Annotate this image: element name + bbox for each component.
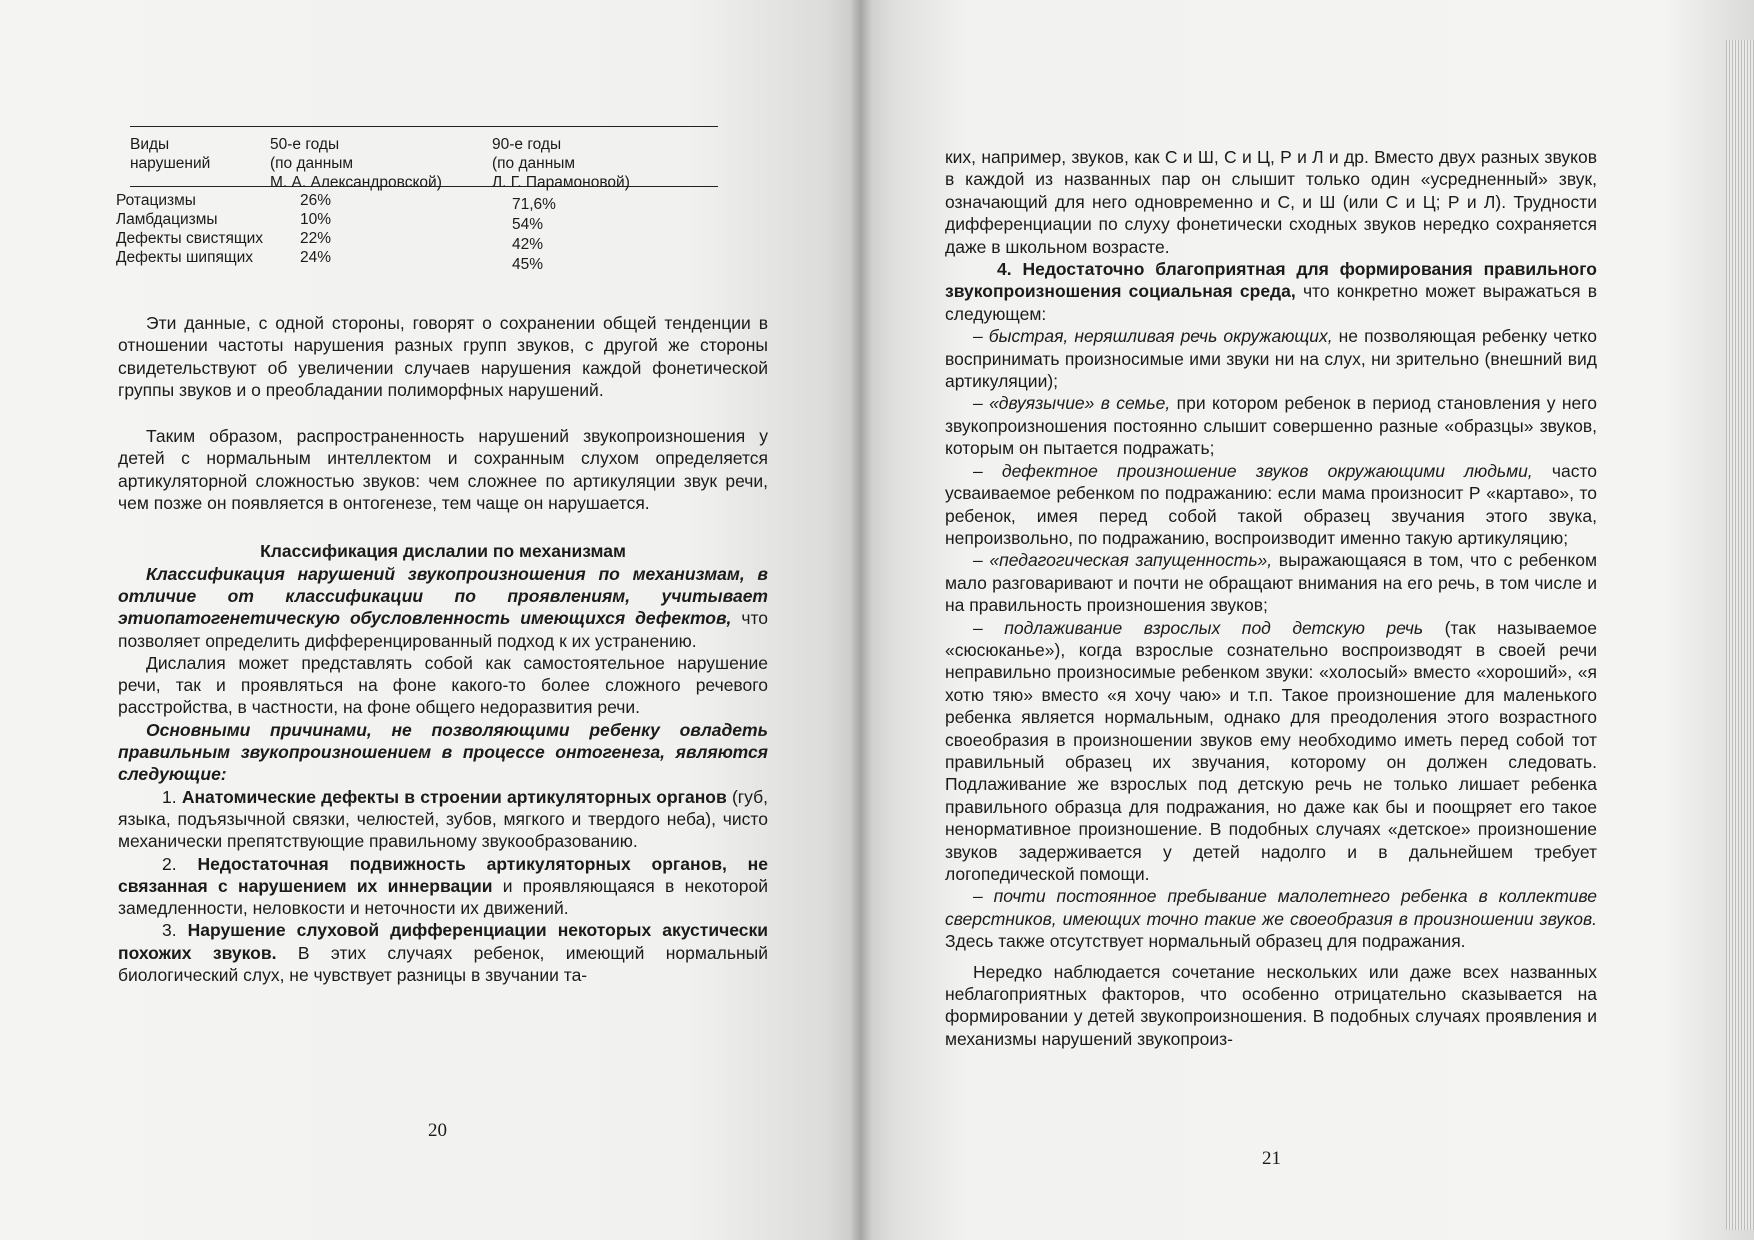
- paragraph: ких, например, звуков, как С и Ш, С и Ц, Р и Л и др. Вместо двух разных звуков в каждой из названных пар он слышит только один «усредненный» звук, означающий для него одновременно и С, и Ш (или С и Ц; Р и Л). Трудности дифференциации по слуху фонетически сходных звуков нередко сохраняется даже в школьном возрасте.: [945, 147, 1597, 257]
- emphasis-text: Классификация нарушений звукопроизношения по механизмам, в отличие от классификации по проявлениям, учитывает этиопатогенетическую обусловленность имеющихся дефектов,: [118, 563, 768, 629]
- italic-text: – «педагогическая запущенность»,: [973, 550, 1273, 571]
- list-number: 4.: [997, 259, 1012, 280]
- italic-text: – быстрая, неряшливая речь окружающих,: [973, 326, 1333, 347]
- table-row: [116, 248, 718, 273]
- list-item-bold: Недостаточно благоприятная для формирования правильного звукопроизношения социальная среда,: [945, 259, 1597, 302]
- table-row: [116, 210, 718, 233]
- table-top-rule: [130, 126, 718, 127]
- list-item: [945, 617, 1597, 886]
- table-row: [116, 191, 718, 213]
- list-number: 2.: [162, 853, 177, 874]
- list-item-text: В этих случаях ребенок, имеющий нормальный биологический слух, не чувствует разницы в звучании та-: [118, 942, 768, 986]
- paragraph-text: при котором ребенок в период становления у него звукопроизношения постоянно слышит совершенно разные «образцы» звуков, которым он пытается подражать;: [945, 393, 1598, 459]
- paragraph-text: часто усваиваемое ребенком по подражанию: если мама произносит Р «картаво», то ребенок, имея перед собой такой образец звучания этого звука, непроизвольно, по подражанию, воспроизводит именно такую артикуляцию;: [945, 460, 1598, 548]
- paragraph: [118, 563, 768, 652]
- list-item: [945, 549, 1597, 616]
- table-cell-type: Ламбдацизмы: [116, 211, 218, 228]
- paragraph: Нередко наблюдается сочетание нескольких или даже всех названных неблагоприятных факторов, что особенно отрицательно сказывается на формировании у детей звукопроизношения. В подобных случаях проявления и механизмы нарушений звукопроиз-: [945, 961, 1597, 1049]
- table-cell-90s: 71,6%: [512, 196, 556, 213]
- list-item-text: что конкретно может выражаться в следующем:: [945, 281, 1597, 324]
- list-item-text: (губ, языка, подъязычной связки, челюстей, зубов, мягкого и твердого неба), чисто механически препятствующие правильному звукообразованию.: [118, 786, 768, 852]
- paragraph-text: Здесь также отсутствует нормальный образец для подражания.: [945, 931, 1466, 952]
- italic-text: – дефектное произношение звуков окружающими людьми,: [973, 460, 1533, 481]
- table-row: [116, 229, 718, 253]
- table-cell-50s: 26%: [300, 192, 332, 209]
- table-cell-type: Дефекты шипящих: [116, 249, 254, 266]
- list-item: [945, 460, 1597, 550]
- table-cell-90s: 45%: [512, 256, 544, 273]
- table-cell-50s: 24%: [300, 249, 332, 266]
- table-header-50s: 50-е годы (по данным М. А. Александровской): [270, 136, 442, 191]
- left-page-body: [118, 312, 768, 986]
- list-item: [118, 786, 768, 853]
- list-item: [945, 258, 1597, 325]
- list-item: [945, 392, 1597, 459]
- table-cell-90s: 42%: [512, 236, 544, 253]
- book-gutter: [850, 0, 872, 1240]
- table-cell-50s: 10%: [300, 211, 332, 228]
- list-item: [945, 885, 1597, 952]
- right-page-body: [945, 146, 1597, 1050]
- page-number: 21: [1262, 1148, 1281, 1169]
- table-cell-type: Дефекты свистящих: [116, 230, 264, 247]
- paragraph: Основными причинами, не позволяющими ребенку овладеть правильным звукопроизношением в процессе онтогенеза, являются следующие:: [118, 719, 768, 785]
- left-page: [0, 0, 860, 1240]
- page-number: 20: [428, 1120, 447, 1141]
- italic-text: – «двуязычие» в семье,: [973, 393, 1171, 414]
- table-cell-90s: 54%: [512, 216, 544, 233]
- section-heading: Классификация дислалии по механизмам: [260, 541, 626, 562]
- paragraph-text: выражающаяся в том, что с ребенком мало разговаривают и почти не обращают внимания на его речь, в том числе и на правильность произношения звуков;: [945, 550, 1597, 616]
- list-item: [945, 325, 1597, 392]
- list-number: 1.: [162, 786, 177, 807]
- table-header-type: Виды нарушений: [130, 136, 211, 172]
- list-item: [118, 853, 768, 920]
- paragraph: Таким образом, распространенность нарушений звукопроизношения у детей с нормальным интеллектом и сохранным слухом определяется артикуляторной сложностью звуков: чем сложнее по артикуляции звук речи, чем позже он появляется в онтогенезе, тем чаще он нарушается.: [118, 426, 768, 514]
- list-item: [118, 919, 768, 986]
- paragraph-text: (так называемое «сюсюканье»), когда взрослые сознательно воспроизводят в своей речи неправильно произносимые ребенком звуки: «холосый» вместо «хороший», «я хотю тяю» вместо «я хочу чаю» и т.п. Такое произношение для маленького ребенка является нормальным, однако для преодоления этого возрастного своеобразия в произношении звуков ему необходимо иметь перед собой тот правильный образец их звучания, которому он должен следовать. Подлаживание же взрослых под детскую речь не только лишает ребенка правильного образца для подражания, но даже как бы и поощряет его такое ненормативное произношение. В подобных случаях «детское» произношение звуков задерживается у детей надолго и в дальнейшем требует логопедической помощи.: [945, 617, 1598, 884]
- page-edges: [1726, 40, 1754, 1230]
- list-item-bold: Недостаточная подвижность артикуляторных органов, не связанная с нарушением их иннервации: [118, 853, 768, 896]
- paragraph: Эти данные, с одной стороны, говорят о сохранении общей тенденции в отношении частоты нарушения разных групп звуков, с другой же стороны свидетельствуют об увеличении случаев нарушения каждой фонетической группы звуков и о преобладании полиморфных нарушений.: [118, 313, 768, 400]
- list-item-text: и проявляющаяся в некоторой замедленности, неловкости и неточности их движений.: [118, 875, 768, 919]
- paragraph-text: не позволяющая ребенку четко воспринимать произносимые ими звуки ни на слух, ни зрительно (внешний вид артикуляции);: [945, 326, 1598, 392]
- list-item-bold: Нарушение слуховой дифференциации некоторых акустически похожих звуков.: [118, 920, 768, 963]
- paragraph-text: что позволяет определить дифференцированный подход к их устранению.: [118, 608, 768, 651]
- italic-text: – подлаживание взрослых под детскую речь: [973, 617, 1424, 638]
- paragraph: Дислалия может представлять собой как самостоятельное нарушение речи, так и проявляться на фоне какого-то более сложного речевого расстройства, в частности, на фоне общего недоразвития речи.: [118, 652, 768, 718]
- list-number: 3.: [162, 920, 177, 941]
- table-cell-type: Ротацизмы: [116, 192, 196, 209]
- list-item-bold: Анатомические дефекты в строении артикуляторных органов: [181, 786, 727, 807]
- table-header-90s: 90-е годы (по данным Л. Г. Парамоновой): [492, 136, 630, 191]
- italic-text: – почти постоянное пребывание малолетнего ребенка в коллективе сверстников, имеющих точно такие же своеобразия в произношении звуков.: [945, 886, 1597, 929]
- table-cell-50s: 22%: [300, 230, 332, 247]
